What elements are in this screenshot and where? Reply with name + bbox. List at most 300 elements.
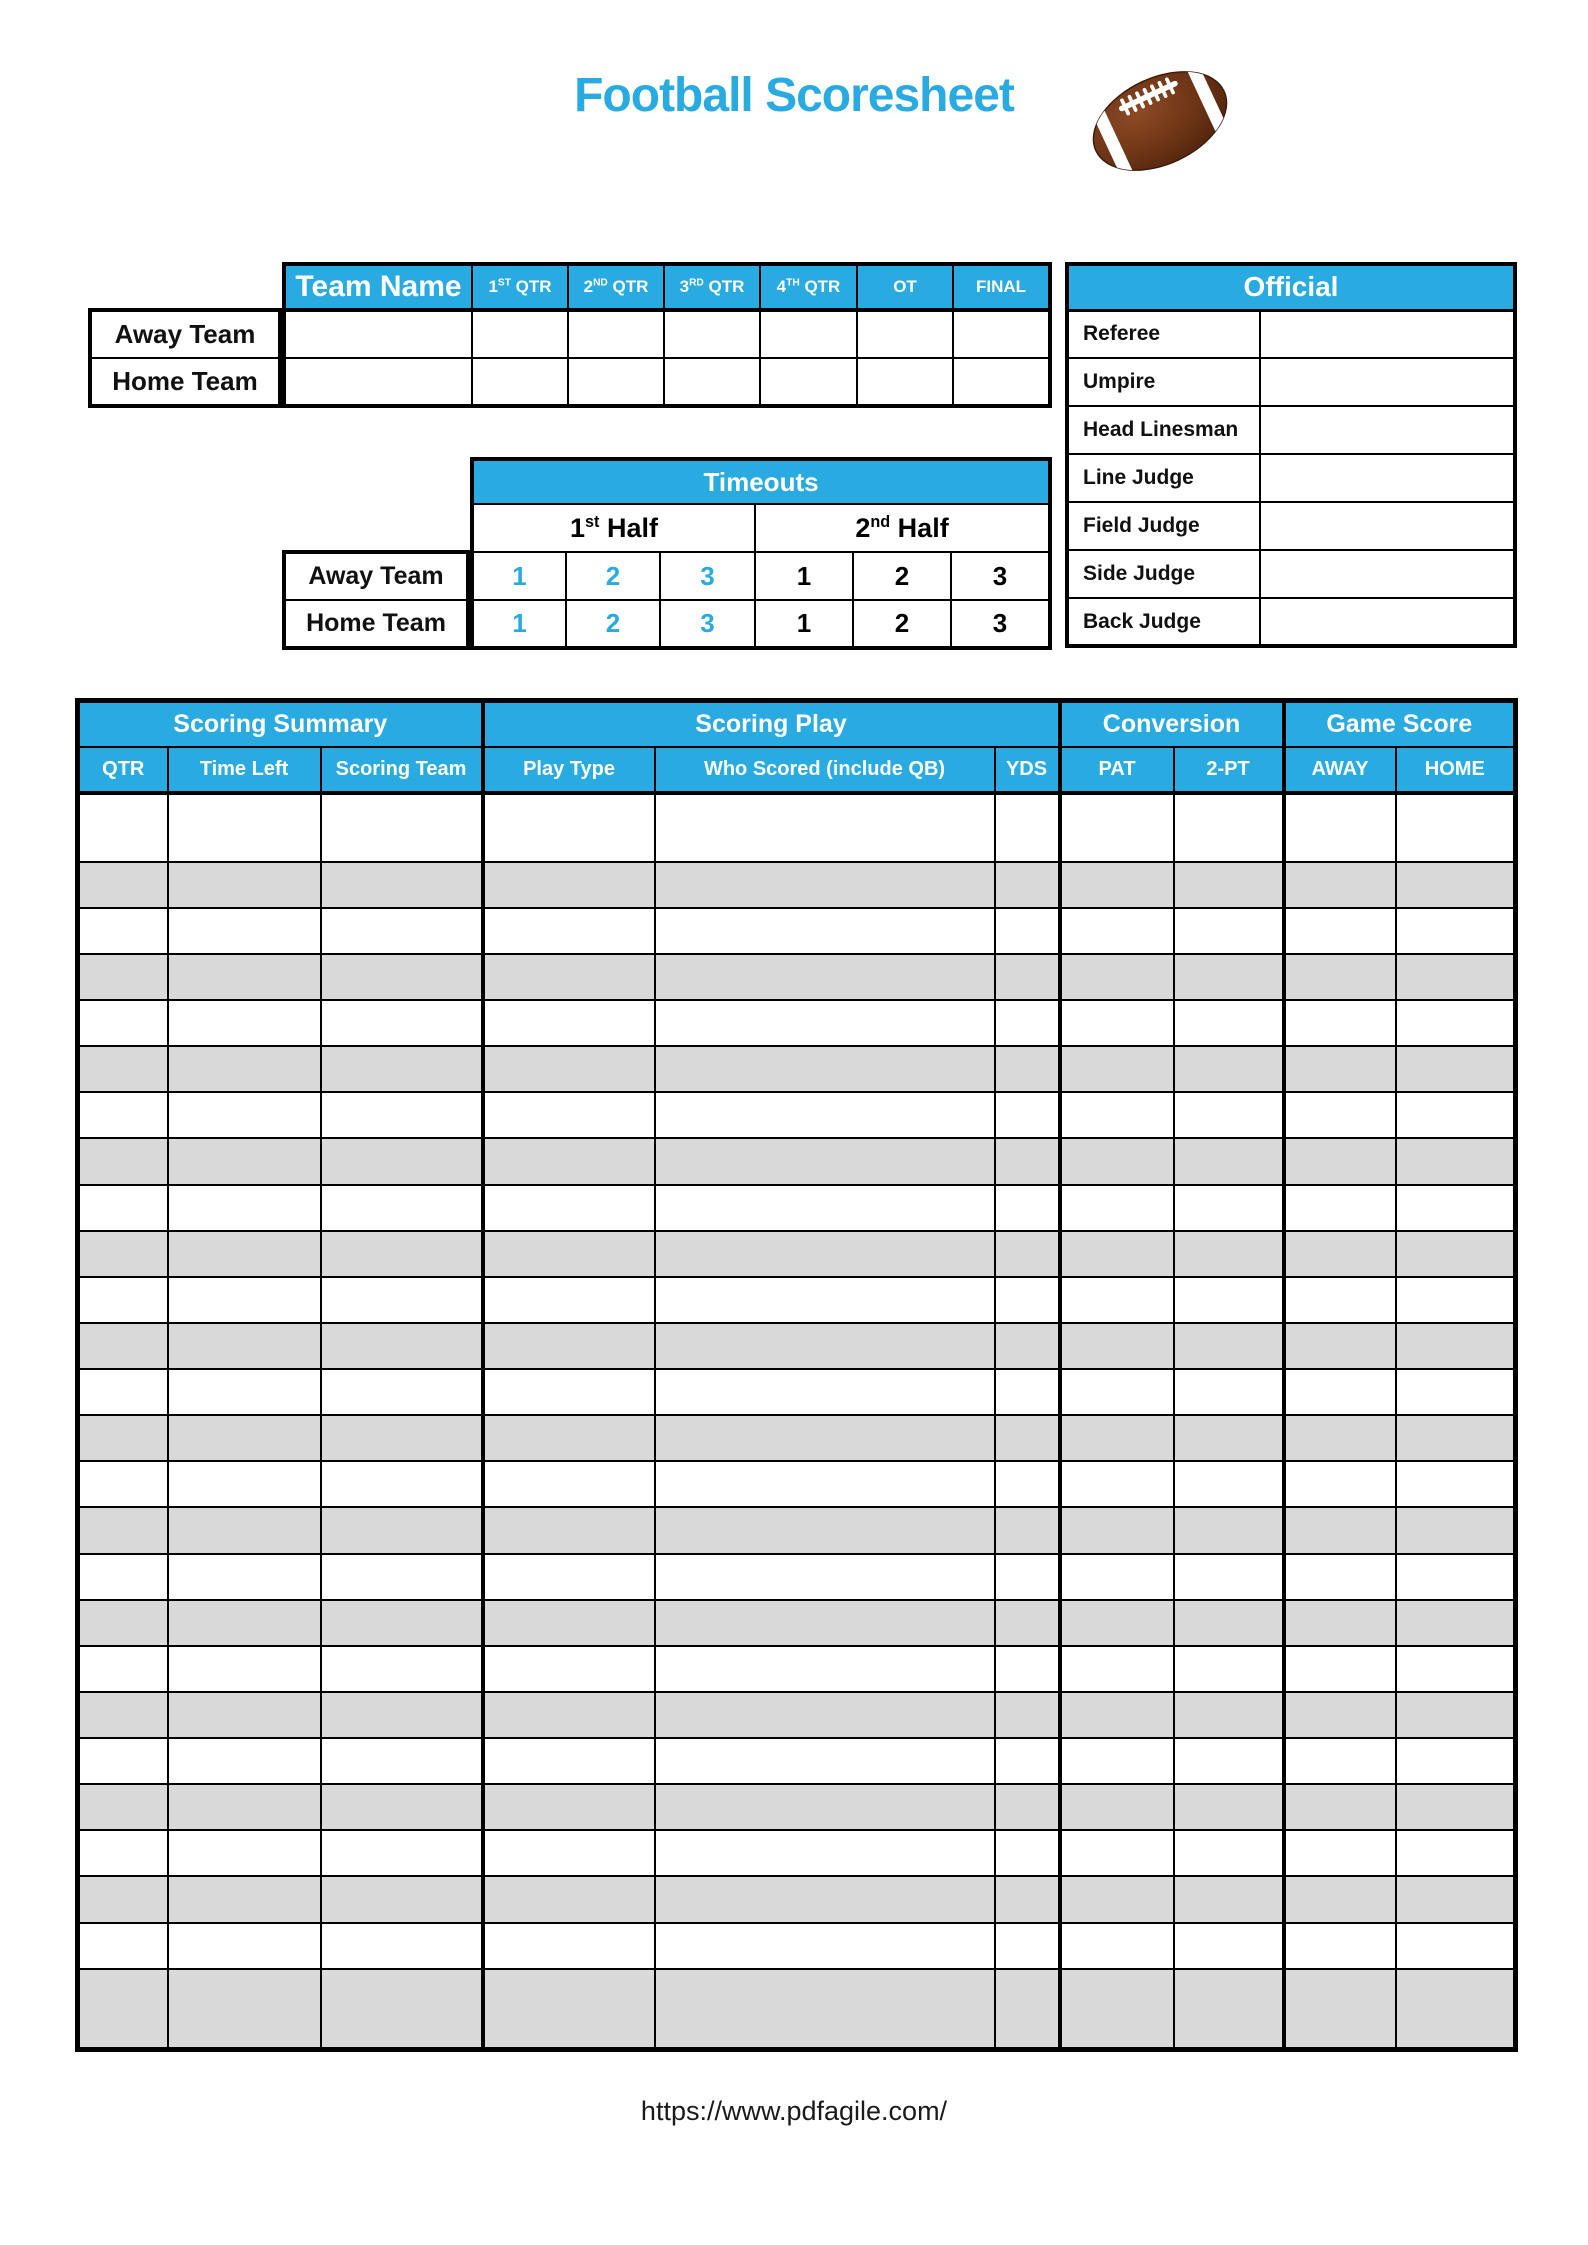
play-type-cell[interactable]: [483, 1554, 655, 1600]
home-team-name-cell[interactable]: [284, 358, 472, 406]
play-type-cell[interactable]: [483, 1969, 655, 2050]
who-scored-cell[interactable]: [655, 1876, 995, 1922]
play-type-cell[interactable]: [483, 1461, 655, 1507]
play-type-cell[interactable]: [483, 1185, 655, 1231]
pat-cell[interactable]: [1060, 1231, 1174, 1277]
pat-cell[interactable]: [1060, 1185, 1174, 1231]
who-scored-cell[interactable]: [655, 1185, 995, 1231]
home-cell[interactable]: [1396, 1969, 1516, 2050]
referee-value-cell[interactable]: [1260, 310, 1515, 358]
yds-cell[interactable]: [995, 1461, 1060, 1507]
qtr-cell[interactable]: [78, 1185, 168, 1231]
who-scored-cell[interactable]: [655, 1507, 995, 1553]
time-left-cell[interactable]: [168, 1507, 321, 1553]
away-2nd-half-timeout-2[interactable]: 2: [853, 552, 951, 600]
time-left-cell[interactable]: [168, 1138, 321, 1184]
scoring-team-cell[interactable]: [321, 1369, 483, 1415]
yds-cell[interactable]: [995, 1092, 1060, 1138]
time-left-cell[interactable]: [168, 1692, 321, 1738]
home-cell[interactable]: [1396, 1046, 1516, 1092]
yds-cell[interactable]: [995, 1277, 1060, 1323]
who-scored-cell[interactable]: [655, 1461, 995, 1507]
home-1st-half-timeout-3[interactable]: 3: [660, 600, 755, 648]
scoring-team-cell[interactable]: [321, 1830, 483, 1876]
time-left-cell[interactable]: [168, 954, 321, 1000]
play-type-cell[interactable]: [483, 1138, 655, 1184]
yds-cell[interactable]: [995, 1231, 1060, 1277]
away-cell[interactable]: [1284, 1185, 1396, 1231]
2pt-cell[interactable]: [1174, 1277, 1284, 1323]
away-cell[interactable]: [1284, 1830, 1396, 1876]
who-scored-cell[interactable]: [655, 1646, 995, 1692]
pat-cell[interactable]: [1060, 1830, 1174, 1876]
scoring-team-cell[interactable]: [321, 1600, 483, 1646]
away-final-cell[interactable]: [953, 310, 1050, 358]
pat-cell[interactable]: [1060, 1507, 1174, 1553]
2pt-cell[interactable]: [1174, 1092, 1284, 1138]
pat-cell[interactable]: [1060, 1554, 1174, 1600]
2pt-cell[interactable]: [1174, 1415, 1284, 1461]
who-scored-cell[interactable]: [655, 1830, 995, 1876]
pat-cell[interactable]: [1060, 1692, 1174, 1738]
yds-cell[interactable]: [995, 1692, 1060, 1738]
play-type-cell[interactable]: [483, 1369, 655, 1415]
time-left-cell[interactable]: [168, 1876, 321, 1922]
scoring-team-cell[interactable]: [321, 1231, 483, 1277]
yds-cell[interactable]: [995, 1784, 1060, 1830]
scoring-team-cell[interactable]: [321, 908, 483, 954]
2pt-cell[interactable]: [1174, 1138, 1284, 1184]
scoring-team-cell[interactable]: [321, 1784, 483, 1830]
away-cell[interactable]: [1284, 1092, 1396, 1138]
who-scored-cell[interactable]: [655, 1369, 995, 1415]
home-2nd-half-timeout-3[interactable]: 3: [951, 600, 1050, 648]
pat-cell[interactable]: [1060, 1923, 1174, 1969]
away-cell[interactable]: [1284, 1784, 1396, 1830]
home-cell[interactable]: [1396, 1185, 1516, 1231]
2pt-cell[interactable]: [1174, 1046, 1284, 1092]
side-judge-value-cell[interactable]: [1260, 550, 1515, 598]
2pt-cell[interactable]: [1174, 1000, 1284, 1046]
qtr-cell[interactable]: [78, 1738, 168, 1784]
away-2nd-half-timeout-1[interactable]: 1: [755, 552, 853, 600]
yds-cell[interactable]: [995, 1415, 1060, 1461]
home-cell[interactable]: [1396, 1738, 1516, 1784]
home-cell[interactable]: [1396, 1923, 1516, 1969]
play-type-cell[interactable]: [483, 1415, 655, 1461]
away-cell[interactable]: [1284, 1692, 1396, 1738]
2pt-cell[interactable]: [1174, 1738, 1284, 1784]
home-qtr3-cell[interactable]: [664, 358, 760, 406]
home-final-cell[interactable]: [953, 358, 1050, 406]
home-cell[interactable]: [1396, 1323, 1516, 1369]
scoring-team-cell[interactable]: [321, 1415, 483, 1461]
away-cell[interactable]: [1284, 1507, 1396, 1553]
qtr-cell[interactable]: [78, 793, 168, 862]
scoring-team-cell[interactable]: [321, 1046, 483, 1092]
away-cell[interactable]: [1284, 1923, 1396, 1969]
pat-cell[interactable]: [1060, 1277, 1174, 1323]
home-cell[interactable]: [1396, 1369, 1516, 1415]
time-left-cell[interactable]: [168, 1738, 321, 1784]
2pt-cell[interactable]: [1174, 1969, 1284, 2050]
play-type-cell[interactable]: [483, 793, 655, 862]
home-cell[interactable]: [1396, 908, 1516, 954]
who-scored-cell[interactable]: [655, 1969, 995, 2050]
home-cell[interactable]: [1396, 1507, 1516, 1553]
away-team-name-cell[interactable]: [284, 310, 472, 358]
2pt-cell[interactable]: [1174, 1784, 1284, 1830]
yds-cell[interactable]: [995, 1554, 1060, 1600]
yds-cell[interactable]: [995, 1969, 1060, 2050]
scoring-team-cell[interactable]: [321, 1738, 483, 1784]
qtr-cell[interactable]: [78, 1507, 168, 1553]
scoring-team-cell[interactable]: [321, 1138, 483, 1184]
home-cell[interactable]: [1396, 1277, 1516, 1323]
pat-cell[interactable]: [1060, 908, 1174, 954]
yds-cell[interactable]: [995, 1323, 1060, 1369]
away-ot-cell[interactable]: [857, 310, 953, 358]
yds-cell[interactable]: [995, 793, 1060, 862]
pat-cell[interactable]: [1060, 1600, 1174, 1646]
home-ot-cell[interactable]: [857, 358, 953, 406]
home-2nd-half-timeout-2[interactable]: 2: [853, 600, 951, 648]
yds-cell[interactable]: [995, 1738, 1060, 1784]
qtr-cell[interactable]: [78, 1092, 168, 1138]
home-cell[interactable]: [1396, 1876, 1516, 1922]
play-type-cell[interactable]: [483, 1738, 655, 1784]
qtr-cell[interactable]: [78, 862, 168, 908]
yds-cell[interactable]: [995, 1923, 1060, 1969]
scoring-team-cell[interactable]: [321, 1185, 483, 1231]
pat-cell[interactable]: [1060, 1323, 1174, 1369]
pat-cell[interactable]: [1060, 1138, 1174, 1184]
scoring-team-cell[interactable]: [321, 1461, 483, 1507]
2pt-cell[interactable]: [1174, 1554, 1284, 1600]
who-scored-cell[interactable]: [655, 1000, 995, 1046]
2pt-cell[interactable]: [1174, 1692, 1284, 1738]
time-left-cell[interactable]: [168, 1323, 321, 1369]
play-type-cell[interactable]: [483, 1323, 655, 1369]
2pt-cell[interactable]: [1174, 1923, 1284, 1969]
yds-cell[interactable]: [995, 1600, 1060, 1646]
time-left-cell[interactable]: [168, 1185, 321, 1231]
away-cell[interactable]: [1284, 1876, 1396, 1922]
scoring-team-cell[interactable]: [321, 1000, 483, 1046]
pat-cell[interactable]: [1060, 862, 1174, 908]
scoring-team-cell[interactable]: [321, 793, 483, 862]
away-1st-half-timeout-3[interactable]: 3: [660, 552, 755, 600]
away-cell[interactable]: [1284, 1323, 1396, 1369]
home-1st-half-timeout-1[interactable]: 1: [472, 600, 566, 648]
home-cell[interactable]: [1396, 1646, 1516, 1692]
2pt-cell[interactable]: [1174, 1830, 1284, 1876]
play-type-cell[interactable]: [483, 1600, 655, 1646]
scoring-team-cell[interactable]: [321, 1323, 483, 1369]
yds-cell[interactable]: [995, 1369, 1060, 1415]
who-scored-cell[interactable]: [655, 954, 995, 1000]
2pt-cell[interactable]: [1174, 954, 1284, 1000]
away-cell[interactable]: [1284, 1415, 1396, 1461]
back-judge-label: Back Judge: [1067, 598, 1260, 646]
home-cell[interactable]: [1396, 1600, 1516, 1646]
2pt-cell[interactable]: [1174, 908, 1284, 954]
head-linesman-value-cell[interactable]: [1260, 406, 1515, 454]
who-scored-cell[interactable]: [655, 1692, 995, 1738]
away-1st-half-timeout-1[interactable]: 1: [472, 552, 566, 600]
back-judge-value-cell[interactable]: [1260, 598, 1515, 646]
qtr-cell[interactable]: [78, 908, 168, 954]
qtr-cell[interactable]: [78, 1046, 168, 1092]
away-cell[interactable]: [1284, 1046, 1396, 1092]
away-qtr4-cell[interactable]: [760, 310, 857, 358]
qtr2-header-text: 2: [583, 277, 594, 296]
time-left-cell[interactable]: [168, 1646, 321, 1692]
home-cell[interactable]: [1396, 862, 1516, 908]
away-cell[interactable]: [1284, 1000, 1396, 1046]
pat-cell[interactable]: [1060, 1369, 1174, 1415]
away-cell[interactable]: [1284, 1969, 1396, 2050]
time-left-cell[interactable]: [168, 1046, 321, 1092]
time-left-cell[interactable]: [168, 1231, 321, 1277]
home-cell[interactable]: [1396, 1000, 1516, 1046]
yds-cell[interactable]: [995, 1507, 1060, 1553]
who-scored-cell[interactable]: [655, 862, 995, 908]
away-cell[interactable]: [1284, 954, 1396, 1000]
scoring-team-cell[interactable]: [321, 1646, 483, 1692]
2pt-cell[interactable]: [1174, 1646, 1284, 1692]
qtr-cell[interactable]: [78, 1646, 168, 1692]
play-type-cell[interactable]: [483, 1692, 655, 1738]
qtr-cell[interactable]: [78, 1554, 168, 1600]
away-cell[interactable]: [1284, 1461, 1396, 1507]
qtr-cell[interactable]: [78, 1415, 168, 1461]
pat-cell[interactable]: [1060, 954, 1174, 1000]
time-left-cell[interactable]: [168, 1000, 321, 1046]
play-type-cell[interactable]: [483, 1507, 655, 1553]
yds-cell[interactable]: [995, 1046, 1060, 1092]
field-judge-value-cell[interactable]: [1260, 502, 1515, 550]
time-left-cell[interactable]: [168, 862, 321, 908]
qtr-cell[interactable]: [78, 1969, 168, 2050]
away-cell[interactable]: [1284, 1231, 1396, 1277]
who-scored-cell[interactable]: [655, 1600, 995, 1646]
play-type-cell[interactable]: [483, 1277, 655, 1323]
time-left-cell[interactable]: [168, 1784, 321, 1830]
away-cell[interactable]: [1284, 1738, 1396, 1784]
who-scored-cell[interactable]: [655, 1554, 995, 1600]
qtr-cell[interactable]: [78, 1876, 168, 1922]
pat-cell[interactable]: [1060, 793, 1174, 862]
2pt-cell[interactable]: [1174, 1600, 1284, 1646]
yds-cell[interactable]: [995, 908, 1060, 954]
play-type-cell[interactable]: [483, 1046, 655, 1092]
play-type-cell[interactable]: [483, 1923, 655, 1969]
away-qtr3-cell[interactable]: [664, 310, 760, 358]
play-type-cell[interactable]: [483, 954, 655, 1000]
2pt-cell[interactable]: [1174, 1461, 1284, 1507]
who-scored-cell[interactable]: [655, 1323, 995, 1369]
yds-cell[interactable]: [995, 1830, 1060, 1876]
away-1st-half-timeout-2[interactable]: 2: [566, 552, 660, 600]
home-cell[interactable]: [1396, 1830, 1516, 1876]
pat-cell[interactable]: [1060, 1969, 1174, 2050]
qtr-cell[interactable]: [78, 1277, 168, 1323]
yds-cell[interactable]: [995, 1876, 1060, 1922]
home-qtr4-cell[interactable]: [760, 358, 857, 406]
qtr-cell[interactable]: [78, 1461, 168, 1507]
qtr4-header-sup: TH: [786, 277, 800, 289]
who-scored-cell[interactable]: [655, 1277, 995, 1323]
home-cell[interactable]: [1396, 1231, 1516, 1277]
2pt-cell[interactable]: [1174, 1369, 1284, 1415]
away-cell[interactable]: [1284, 1369, 1396, 1415]
who-scored-cell[interactable]: [655, 1046, 995, 1092]
yds-cell[interactable]: [995, 954, 1060, 1000]
home-cell[interactable]: [1396, 1415, 1516, 1461]
who-scored-cell[interactable]: [655, 1138, 995, 1184]
yds-cell[interactable]: [995, 862, 1060, 908]
play-type-cell[interactable]: [483, 1231, 655, 1277]
time-left-cell[interactable]: [168, 793, 321, 862]
who-scored-cell[interactable]: [655, 1738, 995, 1784]
play-type-cell[interactable]: [483, 1092, 655, 1138]
qtr-cell[interactable]: [78, 1231, 168, 1277]
play-type-cell[interactable]: [483, 1646, 655, 1692]
scoring-team-cell[interactable]: [321, 1092, 483, 1138]
home-cell[interactable]: [1396, 1692, 1516, 1738]
qtr-cell[interactable]: [78, 1000, 168, 1046]
time-left-cell[interactable]: [168, 1092, 321, 1138]
qtr-cell[interactable]: [78, 1323, 168, 1369]
play-type-cell[interactable]: [483, 1784, 655, 1830]
2pt-cell[interactable]: [1174, 1876, 1284, 1922]
scoring-team-cell[interactable]: [321, 954, 483, 1000]
home-2nd-half-timeout-1[interactable]: 1: [755, 600, 853, 648]
qtr-cell[interactable]: [78, 1600, 168, 1646]
yds-cell[interactable]: [995, 1000, 1060, 1046]
yds-cell[interactable]: [995, 1138, 1060, 1184]
qtr-cell[interactable]: [78, 954, 168, 1000]
away-cell[interactable]: [1284, 793, 1396, 862]
who-scored-cell[interactable]: [655, 1415, 995, 1461]
away-cell[interactable]: [1284, 1277, 1396, 1323]
time-left-cell[interactable]: [168, 1554, 321, 1600]
scoring-team-cell[interactable]: [321, 1876, 483, 1922]
umpire-value-cell[interactable]: [1260, 358, 1515, 406]
2pt-cell[interactable]: [1174, 862, 1284, 908]
yds-cell[interactable]: [995, 1646, 1060, 1692]
time-left-cell[interactable]: [168, 1277, 321, 1323]
play-type-cell[interactable]: [483, 1000, 655, 1046]
time-left-cell[interactable]: [168, 1461, 321, 1507]
home-cell[interactable]: [1396, 1461, 1516, 1507]
who-scored-cell[interactable]: [655, 1092, 995, 1138]
time-left-cell[interactable]: [168, 1969, 321, 2050]
qtr-cell[interactable]: [78, 1784, 168, 1830]
play-type-cell[interactable]: [483, 862, 655, 908]
line-judge-value-cell[interactable]: [1260, 454, 1515, 502]
play-type-cell[interactable]: [483, 1830, 655, 1876]
yds-cell[interactable]: [995, 1185, 1060, 1231]
time-left-cell[interactable]: [168, 1830, 321, 1876]
table-row: [1067, 502, 1515, 550]
pat-cell[interactable]: [1060, 1092, 1174, 1138]
home-cell[interactable]: [1396, 1092, 1516, 1138]
home-cell[interactable]: [1396, 1784, 1516, 1830]
away-cell[interactable]: [1284, 1138, 1396, 1184]
time-left-cell[interactable]: [168, 908, 321, 954]
scoring-team-cell[interactable]: [321, 1507, 483, 1553]
away-cell[interactable]: [1284, 862, 1396, 908]
scoring-row: [78, 1923, 1516, 1969]
qtr-cell[interactable]: [78, 1923, 168, 1969]
who-scored-cell[interactable]: [655, 793, 995, 862]
home-cell[interactable]: [1396, 793, 1516, 862]
away-2nd-half-timeout-3[interactable]: 3: [951, 552, 1050, 600]
scoring-team-cell[interactable]: [321, 1923, 483, 1969]
home-qtr1-cell[interactable]: [472, 358, 568, 406]
qtr-cell[interactable]: [78, 1138, 168, 1184]
pat-cell[interactable]: [1060, 1046, 1174, 1092]
time-left-cell[interactable]: [168, 1600, 321, 1646]
pat-cell[interactable]: [1060, 1876, 1174, 1922]
pat-cell[interactable]: [1060, 1000, 1174, 1046]
scoring-team-cell[interactable]: [321, 1969, 483, 2050]
away-qtr1-cell[interactable]: [472, 310, 568, 358]
2pt-cell[interactable]: [1174, 1323, 1284, 1369]
qtr-cell[interactable]: [78, 1369, 168, 1415]
time-left-cell[interactable]: [168, 1369, 321, 1415]
2pt-cell[interactable]: [1174, 1507, 1284, 1553]
scoring-team-cell[interactable]: [321, 862, 483, 908]
play-type-cell[interactable]: [483, 1876, 655, 1922]
scoring-team-cell[interactable]: [321, 1692, 483, 1738]
scoring-team-cell[interactable]: [321, 1554, 483, 1600]
play-type-cell[interactable]: [483, 908, 655, 954]
home-qtr2-cell[interactable]: [568, 358, 664, 406]
pat-cell[interactable]: [1060, 1738, 1174, 1784]
home-1st-half-timeout-2[interactable]: 2: [566, 600, 660, 648]
2pt-cell[interactable]: [1174, 1231, 1284, 1277]
footer-url[interactable]: https://www.pdfagile.com/: [640, 2096, 948, 2126]
qtr-cell[interactable]: [78, 1830, 168, 1876]
who-scored-cell[interactable]: [655, 908, 995, 954]
time-left-column-header: Time Left: [168, 747, 321, 793]
pat-cell[interactable]: [1060, 1784, 1174, 1830]
home-cell[interactable]: [1396, 1554, 1516, 1600]
pat-cell[interactable]: [1060, 1461, 1174, 1507]
away-cell[interactable]: [1284, 1600, 1396, 1646]
away-cell[interactable]: [1284, 908, 1396, 954]
time-left-cell[interactable]: [168, 1415, 321, 1461]
pat-cell[interactable]: [1060, 1646, 1174, 1692]
who-scored-cell[interactable]: [655, 1784, 995, 1830]
qtr-cell[interactable]: [78, 1692, 168, 1738]
who-scored-cell[interactable]: [655, 1231, 995, 1277]
who-scored-cell[interactable]: [655, 1923, 995, 1969]
2pt-cell[interactable]: [1174, 793, 1284, 862]
2pt-cell[interactable]: [1174, 1185, 1284, 1231]
pat-cell[interactable]: [1060, 1415, 1174, 1461]
home-cell[interactable]: [1396, 1138, 1516, 1184]
time-left-cell[interactable]: [168, 1923, 321, 1969]
away-cell[interactable]: [1284, 1646, 1396, 1692]
away-cell[interactable]: [1284, 1554, 1396, 1600]
scoring-team-cell[interactable]: [321, 1277, 483, 1323]
home-cell[interactable]: [1396, 954, 1516, 1000]
away-qtr2-cell[interactable]: [568, 310, 664, 358]
